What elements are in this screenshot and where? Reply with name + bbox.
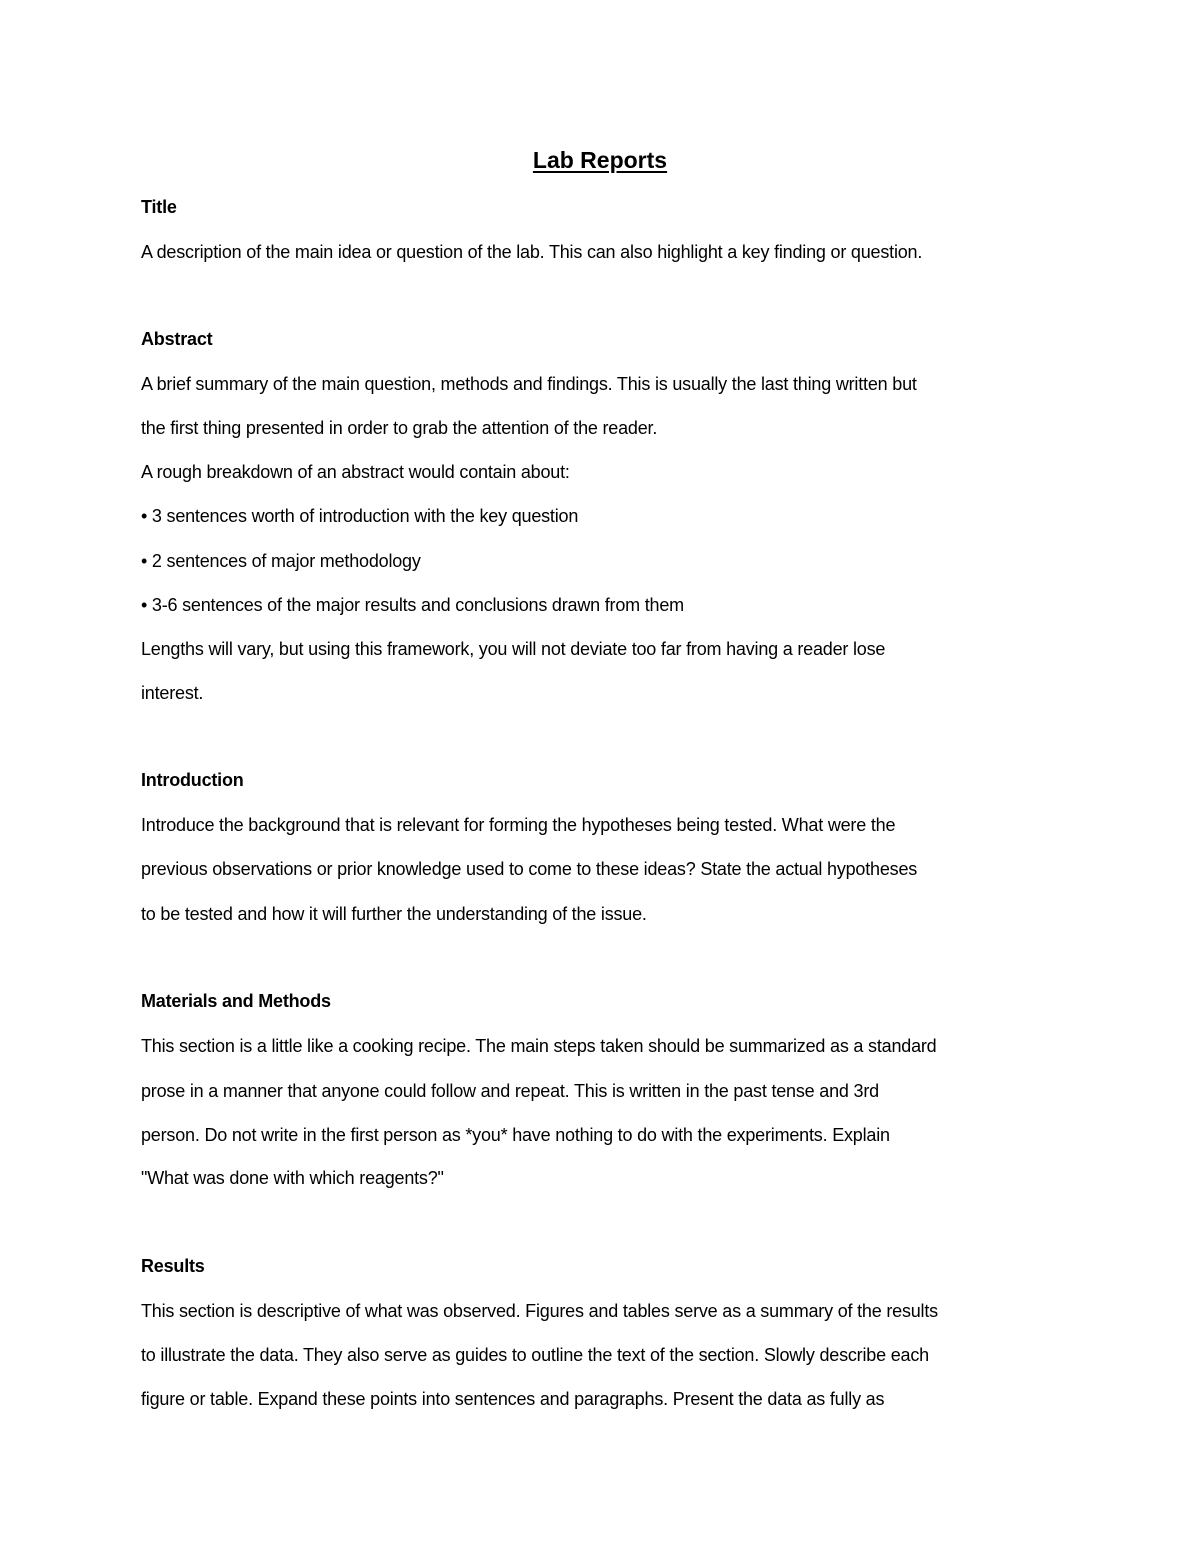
paragraph-line: interest. bbox=[141, 683, 204, 703]
paragraph-line: prose in a manner that anyone could follow and repeat. This is written in the past tense and 3rd bbox=[141, 1081, 879, 1101]
paragraph-line: "What was done with which reagents?" bbox=[141, 1168, 444, 1188]
paragraph-line: A rough breakdown of an abstract would contain about: bbox=[141, 462, 570, 482]
paragraph-line: to illustrate the data. They also serve as guides to outline the text of the section. Slowly describe each bbox=[141, 1345, 929, 1365]
paragraph-line: Introduce the background that is relevant for forming the hypotheses being tested. What were the bbox=[141, 815, 896, 835]
section-heading-results: Results bbox=[141, 1256, 205, 1276]
paragraph-line: This section is descriptive of what was observed. Figures and tables serve as a summary of the results bbox=[141, 1301, 938, 1321]
section-heading-introduction: Introduction bbox=[141, 770, 244, 790]
bullet-item: • 3-6 sentences of the major results and conclusions drawn from them bbox=[141, 595, 684, 615]
paragraph-line: A brief summary of the main question, methods and findings. This is usually the last thing written but bbox=[141, 374, 917, 394]
section-heading-materials-methods: Materials and Methods bbox=[141, 991, 331, 1011]
paragraph-line: previous observations or prior knowledge used to come to these ideas? State the actual hypotheses bbox=[141, 859, 918, 879]
paragraph-line: This section is a little like a cooking recipe. The main steps taken should be summarized as a standard bbox=[141, 1036, 937, 1056]
bullet-item: • 3 sentences worth of introduction with the key question bbox=[141, 506, 579, 526]
paragraph-line: person. Do not write in the first person as *you* have nothing to do with the experiments. Explain bbox=[141, 1125, 890, 1145]
section-heading-title: Title bbox=[141, 197, 177, 217]
page-title: Lab Reports bbox=[532, 147, 668, 173]
paragraph-line: to be tested and how it will further the understanding of the issue. bbox=[141, 904, 647, 924]
bullet-item: • 2 sentences of major methodology bbox=[141, 551, 421, 571]
paragraph-line: A description of the main idea or question of the lab. This can also highlight a key finding or question. bbox=[141, 242, 923, 262]
section-heading-abstract: Abstract bbox=[141, 329, 213, 349]
paragraph-line: figure or table. Expand these points into sentences and paragraphs. Present the data as fully as bbox=[141, 1389, 885, 1409]
paragraph-line: the first thing presented in order to grab the attention of the reader. bbox=[141, 418, 658, 438]
paragraph-line: Lengths will vary, but using this framework, you will not deviate too far from having a reader lose bbox=[141, 639, 886, 659]
